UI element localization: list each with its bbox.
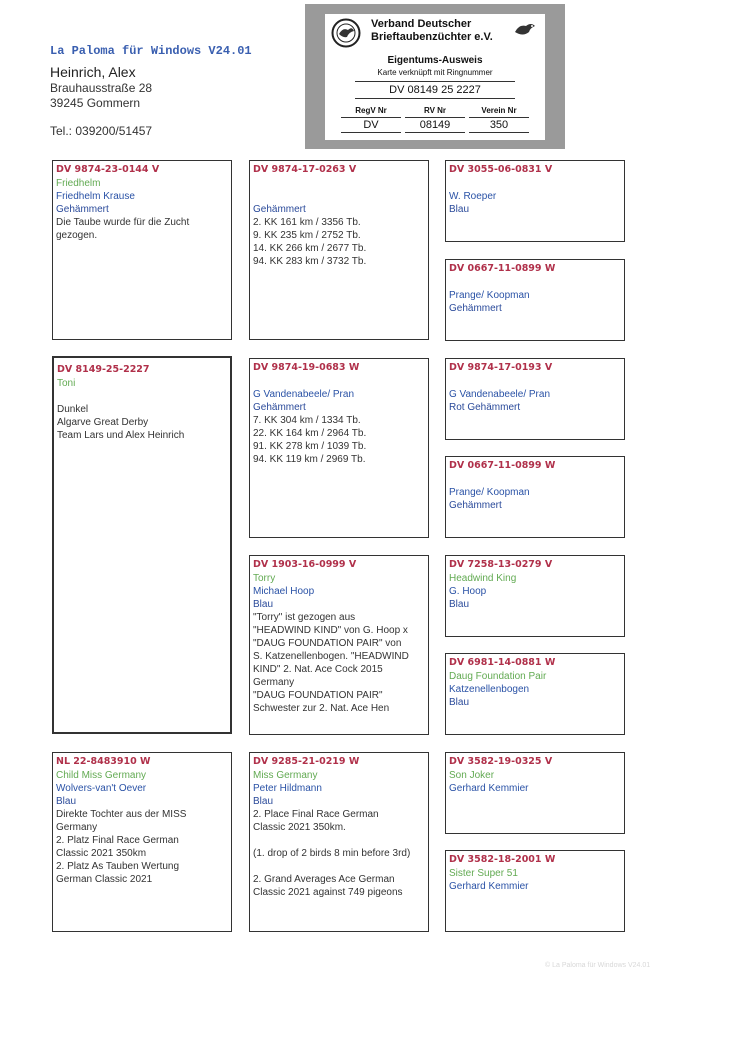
- ring-number: DV 9285-21-0219 W: [253, 756, 360, 767]
- ring-number: DV 8149-25-2227: [57, 364, 150, 375]
- note-line: German Classic 2021: [56, 874, 153, 885]
- note-line: "DAUG FOUNDATION PAIR": [253, 690, 383, 701]
- color: Gehämmert: [449, 303, 502, 314]
- pedigree-card-mff: [445, 555, 625, 637]
- pedigree-card-fm: [249, 358, 429, 538]
- note-line: Germany: [56, 822, 98, 833]
- ring-number: DV 3582-19-0325 V: [449, 756, 553, 767]
- color: Blau: [253, 796, 274, 807]
- breeder: Prange/ Koopman: [449, 290, 530, 301]
- breeder: Katzenellenbogen: [449, 684, 530, 695]
- stamp-verein-header: Verein Nr: [481, 106, 517, 115]
- pedigree-card-fmm: [445, 456, 625, 538]
- note-line: Die Taube wurde für die Zucht: [56, 217, 190, 228]
- ring-number: DV 0667-11-0899 W: [449, 263, 556, 274]
- pigeon-name: Son Joker: [449, 770, 495, 781]
- note-line: Schwester zur 2. Nat. Ace Hen: [253, 703, 390, 714]
- pedigree-card-father: [52, 160, 232, 340]
- stamp-title: Eigentums-Ausweis: [387, 55, 483, 66]
- note-line: (1. drop of 2 birds 8 min before 3rd): [253, 848, 411, 859]
- pigeon-name: Miss Germany: [253, 770, 318, 781]
- ring-number: DV 6981-14-0881 W: [449, 657, 556, 668]
- pigeon-name: Friedhelm: [56, 178, 101, 189]
- result-line: 9. KK 235 km / 2752 Tb.: [253, 230, 361, 241]
- ring-number: DV 3055-06-0831 V: [449, 164, 553, 175]
- pigeon-name: Child Miss Germany: [56, 770, 147, 781]
- ownership-card-inner: [325, 14, 545, 140]
- color: Gehämmert: [449, 500, 502, 511]
- stamp-regv-value: DV: [341, 117, 401, 133]
- color: Blau: [449, 204, 470, 215]
- ring-number: NL 22-8483910 W: [56, 756, 151, 767]
- color: Blau: [449, 697, 470, 708]
- pigeon-name: Toni: [57, 378, 76, 389]
- ring-number: DV 9874-17-0263 V: [253, 164, 357, 175]
- ring-number: DV 9874-19-0683 W: [253, 362, 360, 373]
- pedigree-card-mfm: [445, 653, 625, 735]
- stamp-org-line2: Brieftaubenzüchter e.V.: [371, 31, 493, 43]
- pedigree-card-fff: [445, 160, 625, 242]
- note-line: Classic 2021 against 749 pigeons: [253, 887, 403, 898]
- color: Blau: [253, 599, 274, 610]
- stamp-verein: [469, 106, 529, 133]
- result-line: 91. KK 278 km / 1039 Tb.: [253, 441, 367, 452]
- note-line: S. Katzenellenbogen. "HEADWIND: [253, 651, 409, 662]
- note-line: "HEADWIND KIND" von G. Hoop x: [253, 625, 408, 636]
- color: Blau: [449, 599, 470, 610]
- breeder: Peter Hildmann: [253, 783, 322, 794]
- pedigree-card-mother: [52, 752, 232, 932]
- note-line: gezogen.: [56, 230, 98, 241]
- breeder: Gerhard Kemmier: [449, 783, 529, 794]
- breeder: G. Hoop: [449, 586, 487, 597]
- ring-number: DV 3582-18-2001 W: [449, 854, 556, 865]
- pedigree-card-subject: [52, 356, 232, 734]
- pedigree-card-mm: [249, 752, 429, 932]
- owner-city: 39245 Gommern: [50, 96, 141, 110]
- pigeon-name: Headwind King: [449, 573, 517, 584]
- stamp-subtitle: Karte verknüpft mit Ringnummer: [377, 68, 493, 77]
- pedigree-card-mf: [249, 555, 429, 735]
- note-line: Classic 2021 350km: [56, 848, 147, 859]
- note-line: "Torry" ist gezogen aus: [253, 612, 356, 623]
- note-line: "DAUG FOUNDATION PAIR" von: [253, 638, 402, 649]
- note-line: Direkte Tochter aus der MISS: [56, 809, 187, 820]
- pigeon-name: Sister Super 51: [449, 868, 518, 879]
- note-line: 2. Grand Averages Ace German: [253, 874, 395, 885]
- pedigree-card-mmf: [445, 752, 625, 834]
- ring-number: DV 7258-13-0279 V: [449, 559, 553, 570]
- note-line: 2. Platz As Tauben Wertung: [56, 861, 180, 872]
- ring-number: DV 9874-23-0144 V: [56, 164, 160, 175]
- pigeon-icon: [513, 20, 537, 40]
- breeder: Wolvers-van't Oever: [56, 783, 147, 794]
- color: Gehämmert: [56, 204, 109, 215]
- color: Gehämmert: [253, 204, 306, 215]
- ring-number: DV 9874-17-0193 V: [449, 362, 553, 373]
- breeder: G Vandenabeele/ Pran: [449, 389, 551, 400]
- vdb-logo-icon: [331, 18, 361, 48]
- color: Gehämmert: [253, 402, 306, 413]
- ownership-card: [305, 4, 565, 149]
- ring-number: DV 0667-11-0899 W: [449, 460, 556, 471]
- ring-number: DV 1903-16-0999 V: [253, 559, 357, 570]
- stamp-regv-header: RegV Nr: [355, 106, 387, 115]
- breeder: Michael Hoop: [253, 586, 315, 597]
- note-line: Germany: [253, 677, 295, 688]
- stamp-org-line1: Verband Deutscher: [371, 18, 472, 30]
- app-title: La Paloma für Windows V24.01: [50, 44, 252, 58]
- info-line: Algarve Great Derby: [57, 417, 149, 428]
- result-line: 2. KK 161 km / 3356 Tb.: [253, 217, 361, 228]
- color: Rot Gehämmert: [449, 402, 521, 413]
- owner-name: Heinrich, Alex: [50, 64, 136, 80]
- stamp-ring-number: DV 08149 25 2227: [355, 81, 515, 99]
- breeder: Prange/ Koopman: [449, 487, 530, 498]
- breeder: Gerhard Kemmier: [449, 881, 529, 892]
- pedigree-card-ff: [249, 160, 429, 340]
- pedigree-card-mmm: [445, 850, 625, 932]
- pigeon-name: Torry: [253, 573, 276, 584]
- note-line: 2. Platz Final Race German: [56, 835, 179, 846]
- note-line: KIND" 2. Nat. Ace Cock 2015: [253, 664, 383, 675]
- pedigree-card-ffm: [445, 259, 625, 341]
- color: Blau: [56, 796, 77, 807]
- color: Dunkel: [57, 404, 89, 415]
- info-line: Team Lars und Alex Heinrich: [57, 430, 185, 441]
- result-line: 94. KK 283 km / 3732 Tb.: [253, 256, 367, 267]
- stamp-regv: [341, 106, 401, 133]
- pedigree-card-fmf: [445, 358, 625, 440]
- result-line: 94. KK 119 km / 2969 Tb.: [253, 454, 366, 465]
- pigeon-name: Daug Foundation Pair: [449, 671, 547, 682]
- owner-street: Brauhausstraße 28: [50, 81, 153, 95]
- result-line: 22. KK 164 km / 2964 Tb.: [253, 428, 367, 439]
- result-line: 7. KK 304 km / 1334 Tb.: [253, 415, 361, 426]
- stamp-verein-value: 350: [469, 117, 529, 133]
- stamp-rv-value: 08149: [405, 117, 465, 133]
- stamp-org: [371, 18, 493, 44]
- breeder: G Vandenabeele/ Pran: [253, 389, 355, 400]
- footer-watermark: © La Paloma für Windows V24.01: [545, 962, 651, 969]
- owner-phone: Tel.: 039200/51457: [50, 124, 153, 138]
- breeder: W. Roeper: [449, 191, 497, 202]
- stamp-rv: [405, 106, 465, 133]
- note-line: 2. Place Final Race German: [253, 809, 379, 820]
- note-line: Classic 2021 350km.: [253, 822, 346, 833]
- result-line: 14. KK 266 km / 2677 Tb.: [253, 243, 367, 254]
- stamp-rv-header: RV Nr: [423, 106, 447, 115]
- breeder: Friedhelm Krause: [56, 191, 135, 202]
